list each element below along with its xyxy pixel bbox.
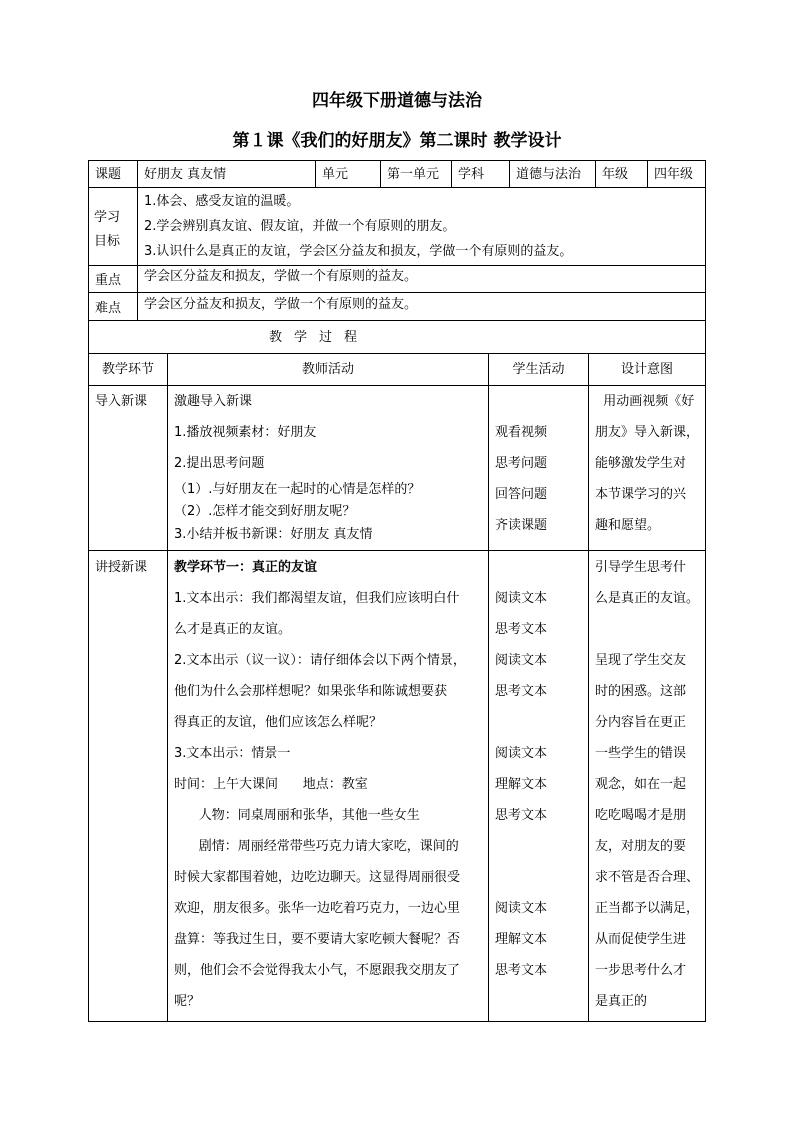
teacher-line: 3.文本出示：情景一 bbox=[174, 746, 291, 761]
header-intent: 设计意图 bbox=[588, 353, 706, 386]
grade-label: 年级 bbox=[595, 160, 648, 188]
difficulty-text: 学会区分益友和损友，学做一个有原则的益友。 bbox=[144, 297, 418, 312]
intent-line: 引导学生思考什 bbox=[595, 560, 687, 575]
key-point-label-cell bbox=[88, 265, 138, 293]
topic-label: 课题 bbox=[88, 160, 138, 188]
student-line: 阅读文本 bbox=[495, 591, 548, 606]
student-line: 阅读文本 bbox=[495, 746, 548, 761]
teacher-line: （2）.怎样才能交到好朋友呢？ bbox=[174, 504, 356, 519]
teacher-line: 时间：上午大课间 地点：教室 bbox=[174, 777, 368, 792]
grade-value: 四年级 bbox=[647, 160, 706, 188]
header-student: 学生活动 bbox=[488, 353, 589, 386]
section2-teacher-cell bbox=[167, 550, 489, 1022]
unit-label: 单元 bbox=[315, 160, 381, 188]
intent-line: 观念，如在一起 bbox=[595, 777, 687, 792]
teacher-line: （1）.与好朋友在一起时的心情是怎样的？ bbox=[174, 482, 421, 497]
teacher-line: 么才是真正的友谊。 bbox=[174, 622, 292, 637]
student-line: 理解文本 bbox=[495, 932, 548, 947]
teacher-line: 激趣导入新课 bbox=[174, 394, 253, 409]
process-title-cell bbox=[88, 320, 706, 354]
section2-stage: 讲授新课 bbox=[95, 560, 148, 575]
intent-line: 用动画视频《好 bbox=[595, 394, 695, 409]
teacher-line: 呢？ bbox=[174, 994, 201, 1009]
teacher-heading: 教学环节一：真正的友谊 bbox=[174, 560, 318, 575]
subject-label: 学科 bbox=[451, 160, 510, 188]
student-line: 阅读文本 bbox=[495, 653, 548, 668]
teacher-line: 3.小结并板书新课：好朋友 真友情 bbox=[174, 527, 373, 542]
topic-value: 好朋友 真友情 bbox=[137, 160, 316, 188]
teacher-line: 2.文本出示（议一议）：请仔细体会以下两个情景， bbox=[174, 653, 466, 668]
intent-line: 一些学生的错误 bbox=[595, 746, 687, 761]
subject-value: 道德与法治 bbox=[509, 160, 596, 188]
student-line: 观看视频 bbox=[495, 425, 548, 440]
section1-stage: 导入新课 bbox=[95, 394, 148, 409]
section1-intent-cell bbox=[588, 385, 706, 551]
intent-line: 趣和愿望。 bbox=[595, 518, 661, 533]
section1-student-cell bbox=[488, 385, 589, 551]
teacher-line: 他们为什么会那样想呢？如果张华和陈诚想要获 bbox=[174, 684, 448, 699]
document-title: 四年级下册道德与法治 bbox=[312, 91, 482, 111]
teacher-line: 欢迎，朋友很多。张华一边吃着巧克力，一边心里 bbox=[174, 901, 461, 916]
intent-line: 本节课学习的兴 bbox=[595, 487, 687, 502]
intent-line: 求不管是否合理、 bbox=[595, 870, 700, 885]
goal-item: 2.学会辨别真友谊、假友谊，并做一个有原则的朋友。 bbox=[144, 219, 456, 234]
difficulty-label: 难点 bbox=[95, 301, 122, 316]
intent-line: 吃吃喝喝才是朋 bbox=[595, 808, 687, 823]
student-line: 思考文本 bbox=[495, 622, 548, 637]
section2-student-cell bbox=[488, 550, 589, 1022]
student-line: 理解文本 bbox=[495, 777, 548, 792]
header-teacher: 教师活动 bbox=[167, 353, 489, 386]
section1-stage-cell bbox=[88, 385, 168, 551]
teacher-line: 得真正的友谊，他们应该怎么样呢？ bbox=[174, 715, 383, 730]
intent-line: 么是真正的友谊。 bbox=[595, 591, 700, 606]
student-line: 回答问题 bbox=[495, 487, 548, 502]
intent-line: 正当都予以满足， bbox=[595, 901, 700, 916]
intent-line: 一步思考什么才 bbox=[595, 963, 687, 978]
goals-content bbox=[137, 187, 706, 266]
teacher-line: 时候大家都围着她，边吃边聊天。这显得周丽很受 bbox=[174, 870, 461, 885]
intent-line: 时的困惑。这部 bbox=[595, 684, 687, 699]
section2-stage-cell bbox=[88, 550, 168, 1022]
document-subtitle: 第１课《我们的好朋友》第二课时 教学设计 bbox=[232, 131, 562, 151]
student-line: 阅读文本 bbox=[495, 901, 548, 916]
student-line: 齐读课题 bbox=[495, 518, 548, 533]
teacher-line: 盘算：等我过生日，要不要请大家吃顿大餐呢？否 bbox=[174, 932, 461, 947]
teacher-line: 2.提出思考问题 bbox=[174, 456, 265, 471]
section2-intent-cell bbox=[588, 550, 706, 1022]
goals-label: 学习目标 bbox=[94, 210, 121, 249]
key-point-text: 学会区分益友和损友，学做一个有原则的益友。 bbox=[144, 269, 418, 284]
header-stage: 教学环节 bbox=[88, 353, 168, 386]
intent-line: 友，对朋友的要 bbox=[595, 839, 687, 854]
key-point-label: 重点 bbox=[95, 273, 122, 288]
teacher-line: 1.文本出示：我们都渴望友谊，但我们应该明白什 bbox=[174, 591, 460, 606]
intent-line: 呈现了学生交友 bbox=[595, 653, 687, 668]
teacher-line: 人物：同桌周丽和张华，其他一些女生 bbox=[174, 808, 420, 823]
goals-label-cell bbox=[88, 187, 138, 266]
key-point-cell bbox=[137, 265, 706, 293]
goal-item: 3.认识什么是真正的友谊，学会区分益友和损友，学做一个有原则的益友。 bbox=[144, 244, 573, 259]
student-line: 思考文本 bbox=[495, 963, 548, 978]
intent-line: 是真正的 bbox=[595, 994, 648, 1009]
teacher-line: 1.播放视频素材：好朋友 bbox=[174, 425, 317, 440]
goal-item: 1.体会、感受友谊的温暖。 bbox=[144, 194, 300, 209]
intent-line: 分内容旨在更正 bbox=[595, 715, 687, 730]
student-line: 思考问题 bbox=[495, 456, 548, 471]
unit-value: 第一单元 bbox=[380, 160, 452, 188]
difficulty-cell bbox=[137, 292, 706, 321]
intent-line: 朋友》导入新课， bbox=[595, 425, 700, 440]
intent-line: 能够激发学生对 bbox=[595, 456, 687, 471]
teacher-line: 则，他们会不会觉得我太小气，不愿跟我交朋友了 bbox=[174, 963, 461, 978]
student-line: 思考文本 bbox=[495, 684, 548, 699]
student-line: 思考文本 bbox=[495, 808, 548, 823]
section1-teacher-cell bbox=[167, 385, 489, 551]
difficulty-label-cell bbox=[88, 292, 138, 321]
teacher-line: 剧情：周丽经常带些巧克力请大家吃，课间的 bbox=[174, 839, 459, 854]
intent-line: 从而促使学生进 bbox=[595, 932, 687, 947]
process-title: 教学过程 bbox=[269, 330, 370, 345]
